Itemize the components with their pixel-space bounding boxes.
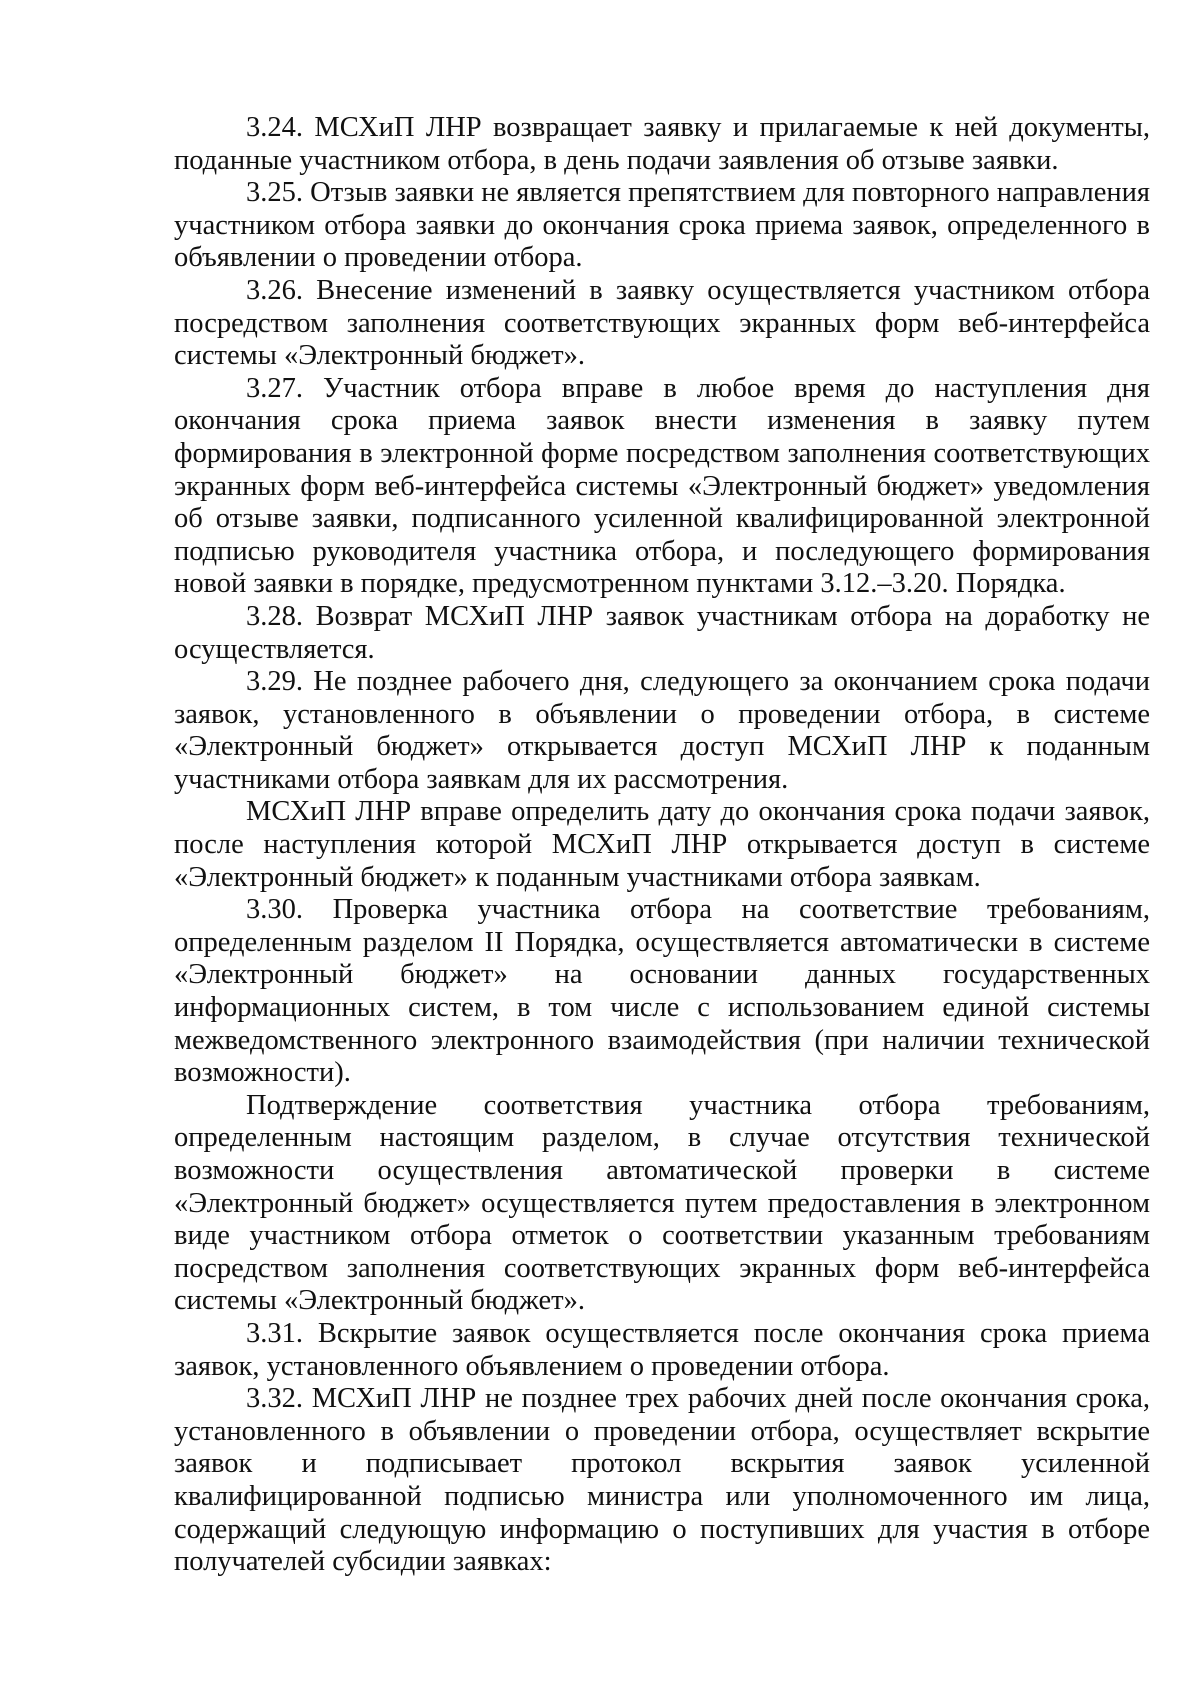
document-body bbox=[174, 112, 1150, 1579]
paragraph-3-24: 3.24. МСХиП ЛНР возвращает заявку и прилагаемые к ней документы, поданные участником отбора, в день подачи заявления об отзыве заявки. bbox=[174, 112, 1150, 176]
paragraph-3-30-continuation: Подтверждение соответствия участника отбора требованиям, определенным настоящим разделом, в случае отсутствия технической возможности осуществления автоматической проверки в системе «Электронный бюджет» осуществляется путем предоставления в электронном виде участником отбора отметок о соответствии указанным требованиям посредством заполнения соответствующих экранных форм веб-интерфейса системы «Электронный бюджет». bbox=[174, 1089, 1150, 1317]
paragraph-3-30: 3.30. Проверка участника отбора на соответствие требованиям, определенным разделом II Порядка, осуществляется автоматически в системе «Электронный бюджет» на основании данных государственных информационных систем, в том числе с использованием единой системы межведомственного электронного взаимодействия (при наличии технической возможности). bbox=[174, 894, 1150, 1089]
paragraph-3-27: 3.27. Участник отбора вправе в любое время до наступления дня окончания срока приема заявок внести изменения в заявку путем формирования в электронной форме посредством заполнения соответствующих экранных форм веб-интерфейса системы «Электронный бюджет» уведомления об отзыве заявки, подписанного усиленной квалифицированной электронной подписью руководителя участника отбора, и последующего формирования новой заявки в порядке, предусмотренном пунктами 3.12.–3.20. Порядка. bbox=[174, 372, 1150, 600]
paragraph-3-32: 3.32. МСХиП ЛНР не позднее трех рабочих дней после окончания срока, установленного в объявлении о проведении отбора, осуществляет вскрытие заявок и подписывает протокол вскрытия заявок усиленной квалифицированной подписью министра или уполномоченного им лица, содержащий следующую информацию о поступивших для участия в отборе получателей субсидии заявках: bbox=[174, 1383, 1150, 1578]
paragraph-3-28: 3.28. Возврат МСХиП ЛНР заявок участникам отбора на доработку не осуществляется. bbox=[174, 600, 1150, 665]
paragraph-3-29: 3.29. Не позднее рабочего дня, следующего за окончанием срока подачи заявок, установленного в объявлении о проведении отбора, в системе «Электронный бюджет» открывается доступ МСХиП ЛНР к поданным участниками отбора заявкам для их рассмотрения. bbox=[174, 666, 1150, 795]
paragraph-3-31: 3.31. Вскрытие заявок осуществляется после окончания срока приема заявок, установленного объявлением о проведении отбора. bbox=[174, 1317, 1150, 1382]
paragraph-3-25: 3.25. Отзыв заявки не является препятствием для повторного направления участником отбора заявки до окончания срока приема заявок, определенного в объявлении о проведении отбора. bbox=[174, 177, 1150, 274]
paragraph-3-26: 3.26. Внесение изменений в заявку осуществляется участником отбора посредством заполнения соответствующих экранных форм веб-интерфейса системы «Электронный бюджет». bbox=[174, 274, 1150, 372]
paragraph-3-29-continuation: МСХиП ЛНР вправе определить дату до окончания срока подачи заявок, после наступления которой МСХиП ЛНР открывается доступ в системе «Электронный бюджет» к поданным участниками отбора заявкам. bbox=[174, 796, 1150, 893]
